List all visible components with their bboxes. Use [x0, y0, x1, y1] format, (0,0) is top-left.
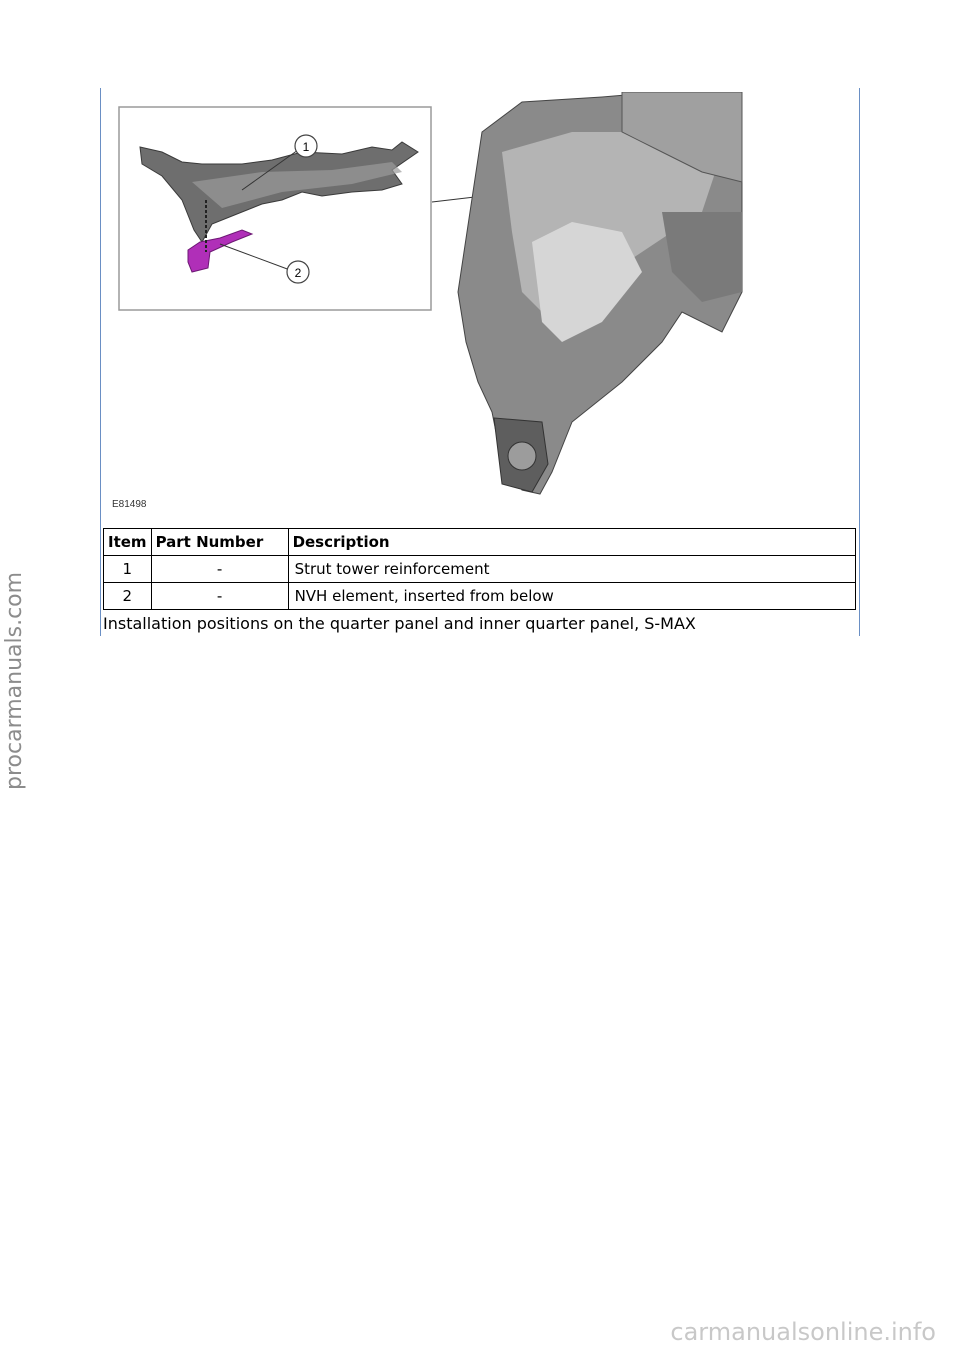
- installation-figure: [102, 92, 752, 514]
- side-watermark: procarmanuals.com: [2, 571, 27, 790]
- row-description: NVH element, inserted from below: [288, 583, 855, 610]
- row-item: 2: [104, 583, 152, 610]
- header-item: Item: [104, 529, 152, 556]
- row-description: Strut tower reinforcement: [288, 556, 855, 583]
- figure-caption: Installation positions on the quarter panel and inner quarter panel, S-MAX: [103, 614, 696, 633]
- header-description: Description: [288, 529, 855, 556]
- frame-left-rule: [100, 88, 101, 636]
- bottom-watermark: carmanualsonline.info: [670, 1318, 936, 1346]
- detail-inset: [119, 107, 431, 310]
- header-part-number: Part Number: [151, 529, 288, 556]
- table-header-row: [104, 529, 856, 556]
- figure-code: E81498: [112, 499, 147, 510]
- callout-2-label: 2: [294, 266, 302, 280]
- row-item: 1: [104, 556, 152, 583]
- row-part-number: -: [151, 583, 288, 610]
- parts-table: [103, 528, 856, 610]
- table-row: [104, 556, 856, 583]
- table-row: [104, 583, 856, 610]
- frame-right-rule: [859, 88, 860, 636]
- body-structure-illustration: [458, 92, 742, 494]
- callout-1-label: 1: [302, 140, 310, 154]
- row-part-number: -: [151, 556, 288, 583]
